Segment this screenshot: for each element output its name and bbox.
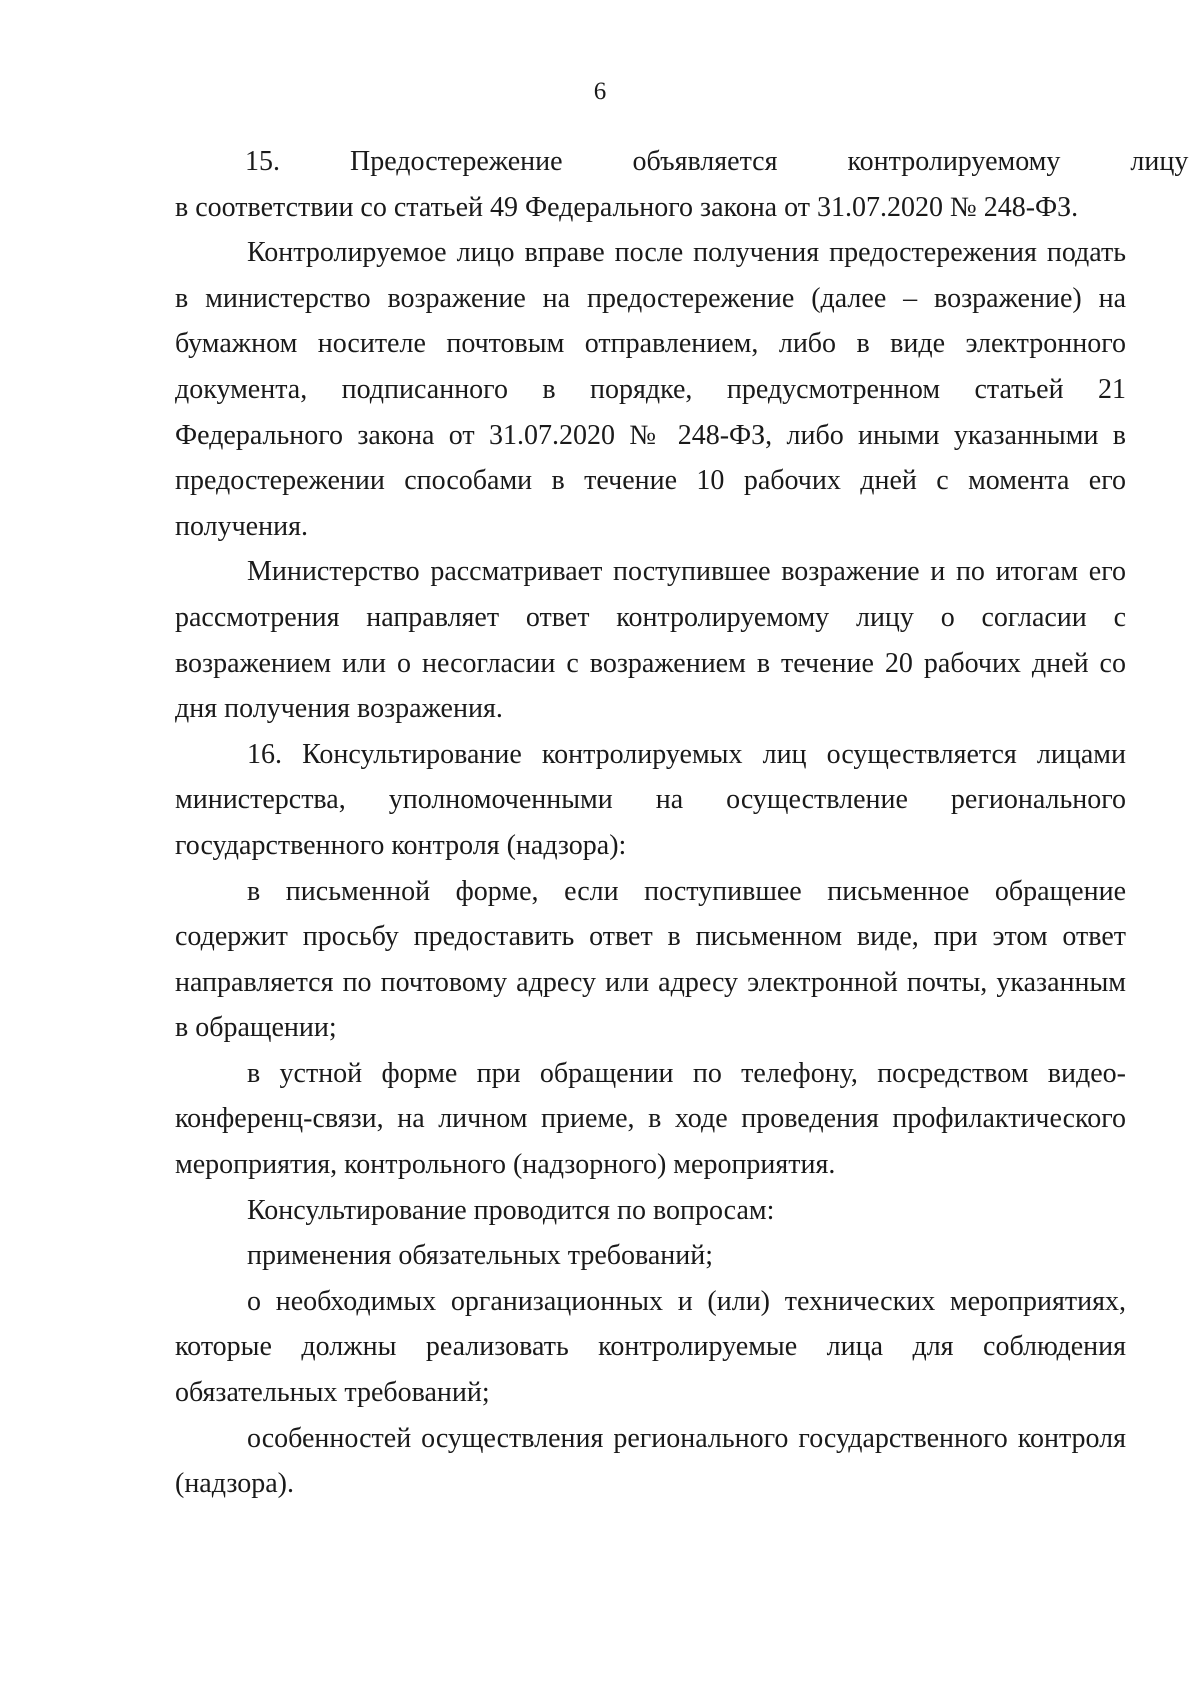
paragraph-ministry-review: Министерство рассматривает поступившее возражение и по итогам его рассмотрения направляет ответ контролируемому лицу о согласии с возражением или о несогласии с возражением в течение 20 рабочих дней со дня получения возражения. (175, 556, 1126, 725)
paragraph-15-first-line (175, 139, 1189, 185)
paragraph-topic-requirements: применения обязательных требований; (247, 1240, 714, 1272)
page-number: 6 (593, 78, 607, 105)
paragraph-15 (175, 139, 1189, 230)
word: контролируемому (847, 146, 1061, 177)
word: лицу (1130, 146, 1189, 177)
paragraph-consulting-topics: Консультирование проводится по вопросам: (247, 1194, 775, 1226)
paragraph-topic-control-features: особенностей осуществления регионального государственного контроля (надзора). (175, 1422, 1126, 1500)
word: Предостережение (350, 146, 563, 177)
paragraph-15-rest: в соответствии со статьей 49 Федерального закона от 31.07.2020 № 248-ФЗ. (175, 191, 1079, 223)
word: объявляется (632, 146, 778, 177)
document-body (175, 139, 1189, 1507)
paragraph-oral-form: в устной форме при обращении по телефону, посредством видео-конференц-связи, на личном приеме, в ходе проведения профилактического мероприятия, контрольного (надзорного) мероприятия. (175, 1057, 1126, 1181)
paragraph-written-form: в письменной форме, если поступившее письменное обращение содержит просьбу предоставить ответ в письменном виде, при этом ответ направляется по почтовому адресу или адресу электронной почты, указанным в обращении; (175, 875, 1126, 1044)
paragraph-objection-right: Контролируемое лицо вправе после получения предостережения подать в министерство возражение на предостережение (далее – возражение) на бумажном носителе почтовым отправлением, либо в виде электронного документа, подписанного в порядке, предусмотренном статьей 21 Федерального закона от 31.07.2020 № 248-ФЗ, либо иными указанными в предостережении способами в течение 10 рабочих дней с момента его получения. (175, 237, 1126, 542)
clause-number-15: 15. (245, 146, 280, 177)
paragraph-topic-measures: о необходимых организационных и (или) технических мероприятиях, которые должны реализовать контролируемые лица для соблюдения обязательных требований; (175, 1285, 1126, 1409)
paragraph-16-consulting: 16. Консультирование контролируемых лиц осуществляется лицами министерства, уполномоченными на осуществление регионального государственного контроля (надзора): (175, 738, 1126, 861)
